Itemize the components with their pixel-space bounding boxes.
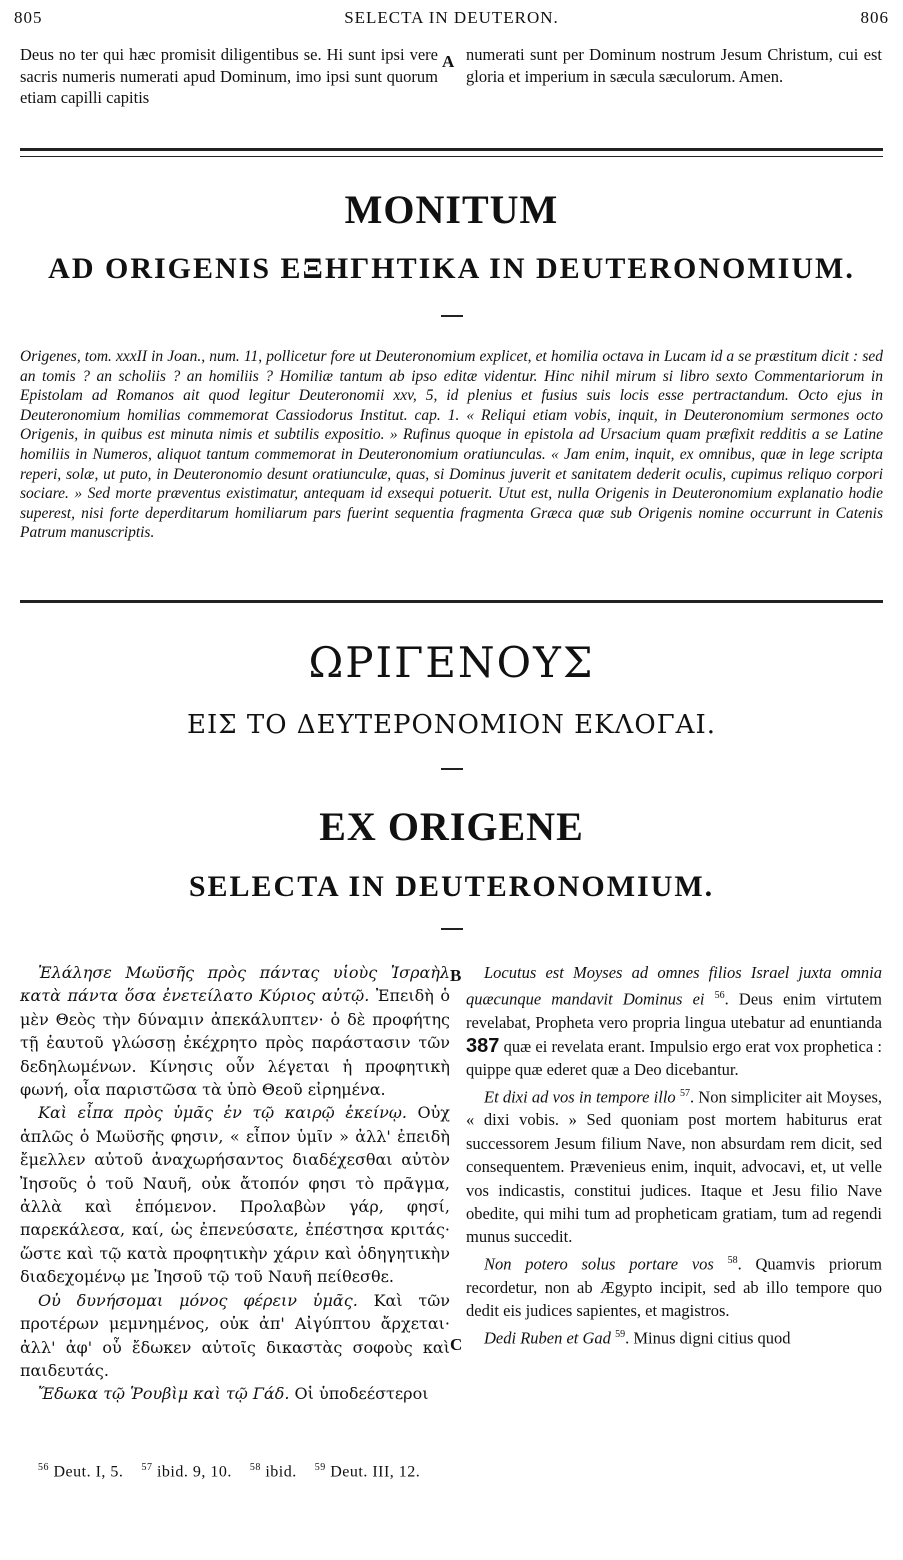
top-right-text: numerati sunt per Dominum nostrum Jesum Christum, cui est gloria et imperium in sæcula sæculorum. Amen.: [466, 45, 882, 86]
section-rule-2: [20, 600, 883, 603]
footnote-ref-text: ibid.: [265, 1463, 297, 1481]
latin-text: . Non simpliciter ait Moyses, « dixi vobis. » Sed quoniam post mortem habiturus erat successorem Jesum filium Nave, non absurdam rem dicit, sed consequentem. Prævenieus enim, inquit, advocavi, et, ut velle vos indicastis, constitui judices. Itaque et Jesu filio Nave obedite, qui mihi tum ad propheticam gratiam, tum ad regendi munus succedit.: [466, 1087, 882, 1247]
section-rule: [20, 148, 883, 157]
greek-lemma: Οὐ δυνήσομαι μόνος φέρειν ὑμᾶς.: [38, 1290, 358, 1310]
footnote-number: 58: [249, 1462, 261, 1473]
latin-paragraph: [466, 961, 882, 1082]
latin-lemma: Et dixi ad vos in tempore illo: [484, 1087, 676, 1107]
column-number: 387: [466, 1034, 500, 1057]
greek-paragraph: [20, 1382, 450, 1405]
page-number-right: 806: [860, 8, 889, 27]
latin-text: . Quamvis priorum recordetur, non ab Ægypto incipit, sed ab illo tempore quo dedit eis judices sapientes, et magistros.: [466, 1254, 882, 1321]
footnote-ref: 59: [615, 1328, 626, 1340]
footnote-ref: 56: [714, 990, 725, 1002]
greek-lemma: Ἔδωκα τῷ Ῥουβὶμ καὶ τῷ Γάδ.: [38, 1384, 290, 1404]
top-left-column: [20, 44, 438, 109]
margin-marker-b: B: [450, 966, 462, 985]
footnote-ref-text: Deut. I, 5.: [53, 1463, 124, 1481]
latin-text: . Minus digni citius quod: [625, 1328, 791, 1348]
running-head: [14, 8, 889, 30]
monitum-subtitle: AD ORIGENIS ΕΞΗΓΗΤΙΚΑ IN DEUTERONOMIUM.: [48, 252, 855, 285]
greek-text: Οὐχ ἁπλῶς ὁ Μωϋσῆς φησιν, « εἶπον ὑμῖν » ἀλλ' ἐπειδὴ ἔμελλεν αὐτοῦ ἀναχωρήσαντος διαδέχεσθαι αὐτὸν Ἰησοῦς ὁ τοῦ Ναυῆ, οὐκ ἄτοπόν φησι τὸ πρᾶγμα, ἀλλὰ καὶ ἑπόμενον. Προλαβὼν γάρ, φησί, παρεκάλεσα, καί, ὡς ἐπενεύσατε, ἐπέστησα κριτάς· ὥστε καὶ τῷ κατὰ προφητικὴν χάριν καὶ ὁδηγητικὴν διαδεχομένῳ με Ἰησοῦ τῷ τοῦ Ναυῆ πείθεσθε.: [20, 1103, 450, 1287]
running-title: SELECTA IN DEUTERON.: [344, 8, 559, 27]
latin-text: quæ ei revelata erant. Impulsio ergo erat vox prophetica : quippe quæ ederet quæ a Deo dicebantur.: [466, 1036, 882, 1080]
greek-text: Καὶ τῶν προτέρων μεμνημένος, οὐκ ἀπ' Αἰγύπτου ἄρχεται· ἀλλ' ἀφ' οὗ ἔδωκεν αὐτοῖς δικαστὰς σοφοὺς καὶ παιδευτάς.: [20, 1290, 450, 1380]
footnote-ref: 57: [679, 1087, 690, 1099]
top-left-text: Deus no ter qui hæc promisit diligentibus se. Hi sunt ipsi vere sacris numeris numerati apud Dominum, imo ipsi sunt quorum etiam capilli capitis: [20, 45, 438, 107]
margin-marker-c: C: [450, 1335, 463, 1354]
footnote-number: 56: [38, 1462, 49, 1473]
footnote-number: 59: [314, 1462, 326, 1473]
ornament-dash-3: [441, 928, 463, 930]
greek-text: Ἐπειδὴ ὁ μὲν Θεὸς τὴν δύναμιν ἀπεκάλυπτεν· ὁ δὲ προφήτης τῇ ἑαυτοῦ γλώσσῃ ἐκέχρητο πρὸς παράστασιν τῶν δεδηλωμένων. Κίνησις οὖν λέγεται ἡ προφητικὴ φωνή, οἷα παριστῶσα τὰ ὑπὸ Θεοῦ εἰρημένα.: [20, 986, 451, 1100]
ornament-dash-2: [441, 768, 463, 770]
greek-lemma: Ἐλάλησε Μωϋσῆς πρὸς πάντας υἱοὺς Ἰσραὴλ κατὰ πάντα ὅσα ἐνετείλατο Κύριος αὐτῷ.: [20, 963, 450, 1006]
greek-paragraph: [20, 961, 450, 1101]
latin-paragraph: [466, 1082, 882, 1249]
latin-paragraph: [466, 1323, 882, 1350]
greek-paragraph: [20, 1289, 450, 1383]
greek-work-title: ΕΙΣ ΤΟ ΔΕΥΤΕΡΟΝΟΜΙΟΝ ΕΚΛΟΓΑΙ.: [186, 710, 716, 740]
footnote-number: 57: [141, 1462, 153, 1473]
monitum-title: MONITUM: [344, 187, 559, 232]
greek-column: [20, 961, 450, 1406]
page-number-left: 805: [14, 8, 43, 27]
latin-column: [466, 961, 882, 1350]
top-right-column: [466, 44, 882, 87]
greek-lemma: Καὶ εἶπα πρὸς ὑμᾶς ἐν τῷ καιρῷ ἐκείνῳ.: [38, 1103, 407, 1123]
greek-paragraph: [20, 1101, 450, 1288]
footnote-ref: 58: [727, 1254, 738, 1266]
ornament-dash: [441, 315, 463, 317]
margin-marker-a: A: [442, 52, 455, 71]
latin-lemma: Non potero solus portare vos: [484, 1254, 714, 1274]
latin-paragraph: [466, 1249, 882, 1323]
monitum-body: Origenes, tom. xxxII in Joan., num. 11, pollicetur fore ut Deuteronomium explicet, et homilia octava in Lucam id a se præstitum dicit : sed an tomis ? an scholiis ? an homiliis ? Homiliæ tantum ab ipso editæ videntur. Hinc nihil mirum si libro sexto Commentariorum in Epistolam ad Romanos ait quod legitur Deuteronomii xxv, 5, id plenius et fusius suis locis esse pertractandum. Octo ejus in Deuteronomium homilias commemorat Cassiodorus Institut. cap. 1. « Reliqui etiam vobis, inquit, in Deuteronomium sermones octo Origenis, in quibus est minuta nimis et subtilis expositio. » Rufinus quoque in epistola ad Ursacium quam præfixit redditis a se Latine homiliis in Numeros, aliquot tantum commemorat in Deuteronomium oratiunculas. « Jam enim, inquit, ex omnibus, quæ in lege scripta reperi, solæ, ut puto, in Deuteronomio desunt oratiunculæ, quas, si Dominus juverit et sanitatem dederit oculis, cupimus reliquo corpori sociare. » Sed morte præventus existimatur, antequam id exsequi potuerit. Utut est, nulla Origenis in Deuteronomium explanatio hodie superest, nisi forte deperditarum homiliarum pars fuerint sequentia fragmenta Græca quæ sub Origenis nomine occurrunt in Catenis Patrum manuscriptis.: [20, 348, 883, 542]
footnotes: [38, 1462, 420, 1481]
greek-text: Οἱ ὑποδεέστεροι: [289, 1384, 429, 1404]
latin-lemma: Dedi Ruben et Gad: [484, 1328, 611, 1348]
greek-author-title: ΩΡΙΓΕΝΟΥΣ: [308, 638, 595, 687]
latin-work-title: SELECTA IN DEUTERONOMIUM.: [188, 870, 715, 903]
latin-text: . Deus enim virtutem revelabat, Propheta vero propria lingua utebatur ad enuntianda: [466, 989, 883, 1033]
latin-author-title: EX ORIGENE: [319, 804, 584, 849]
latin-lemma: Locutus est Moyses ad omnes filios Israel juxta omnia quæcunque mandavit Dominus ei: [466, 963, 882, 1009]
footnote-ref-text: ibid. 9, 10.: [156, 1463, 232, 1481]
footnote-ref-text: Deut. III, 12.: [330, 1463, 421, 1481]
